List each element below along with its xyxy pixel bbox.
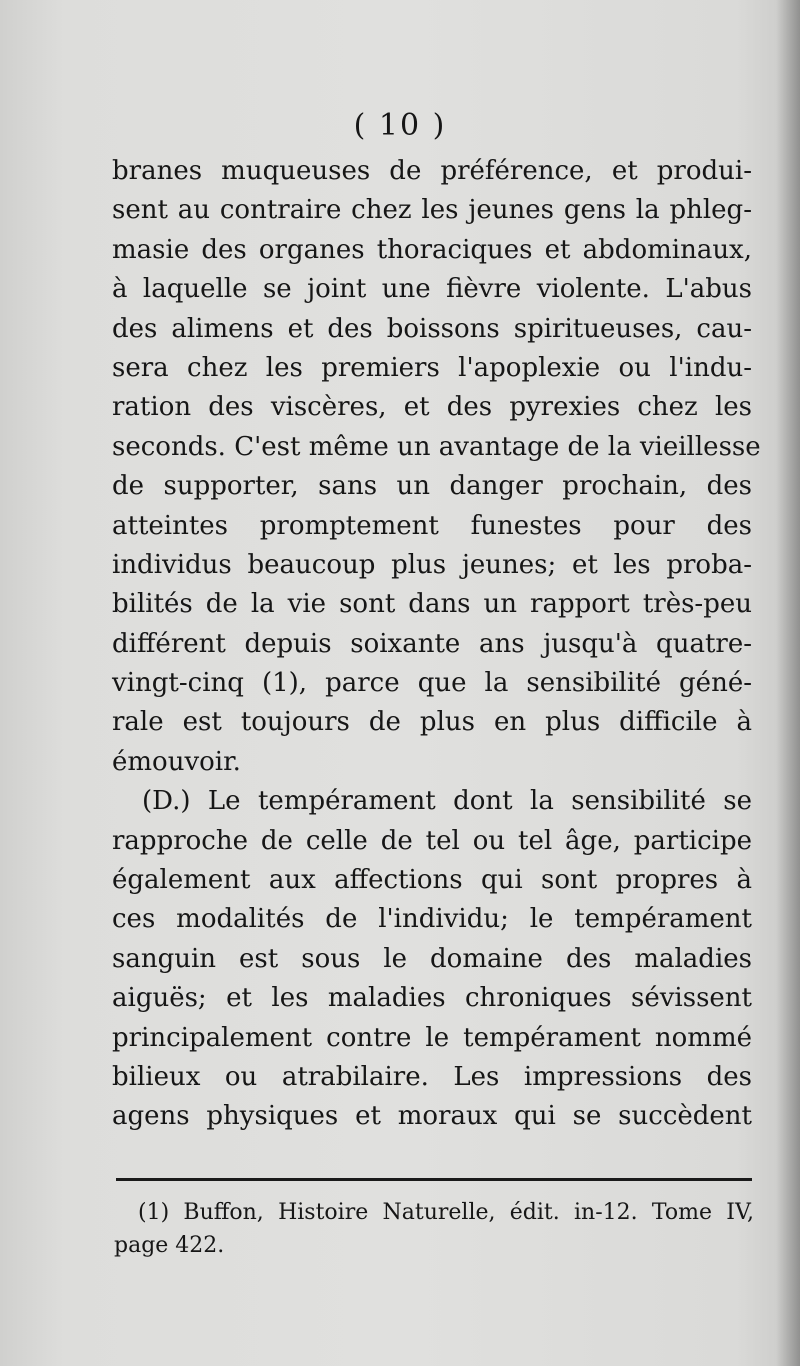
text-line: ration des viscères, et des pyrexies chez les [112,392,752,423]
footnote-line: (1) Buffon, Histoire Naturelle, édit. in-12. Tome IV, [138,1200,754,1225]
text-line: de supporter, sans un danger prochain, des [112,471,752,502]
page-number: ( 10 ) [353,108,447,143]
footnote-divider [116,1178,752,1181]
text-line: sera chez les premiers l'apoplexie ou l'indu- [112,352,752,383]
text-line: atteintes promptement funestes pour des [112,510,752,541]
paragraph-start-line: (D.) Le tempérament dont la sensibilité se [142,786,752,817]
text-line: aiguës; et les maladies chroniques sévissent [112,983,752,1014]
text-line: sent au contraire chez les jeunes gens la phleg- [112,195,752,226]
text-line: rapproche de celle de tel ou tel âge, participe [112,825,752,856]
text-line: différent depuis soixante ans jusqu'à quatre- [112,628,752,659]
text-line: bilités de la vie sont dans un rapport très-peu [112,589,752,620]
text-line: masie des organes thoraciques et abdominaux, [112,234,752,265]
text-line: également aux affections qui sont propres à [112,865,752,896]
footnote [114,1196,754,1262]
text-line: des alimens et des boissons spiritueuses, cau- [112,313,752,344]
text-line: branes muqueuses de préférence, et produi- [112,156,752,186]
text-line: rale est toujours de plus en plus difficile à [112,707,752,738]
text-line: agens physiques et moraux qui se succèdent [112,1101,752,1132]
text-line: ces modalités de l'individu; le tempérament [112,904,752,935]
text-line: individus beaucoup plus jeunes; et les proba- [112,549,752,580]
body-text [112,152,761,1137]
text-line: principalement contre le tempérament nommé [112,1022,752,1053]
text-line: émouvoir. [112,746,241,777]
text-line: à laquelle se joint une fièvre violente. L'abus [112,274,752,305]
text-line: sanguin est sous le domaine des maladies [112,943,752,974]
footnote-line: page 422. [114,1233,225,1258]
page-edge-shadow [776,0,800,1366]
text-line: seconds. C'est même un avantage de la vieillesse [112,431,761,462]
text-line: bilieux ou atrabilaire. Les impressions des [112,1061,752,1092]
text-line: vingt-cinq (1), parce que la sensibilité géné- [112,668,752,699]
